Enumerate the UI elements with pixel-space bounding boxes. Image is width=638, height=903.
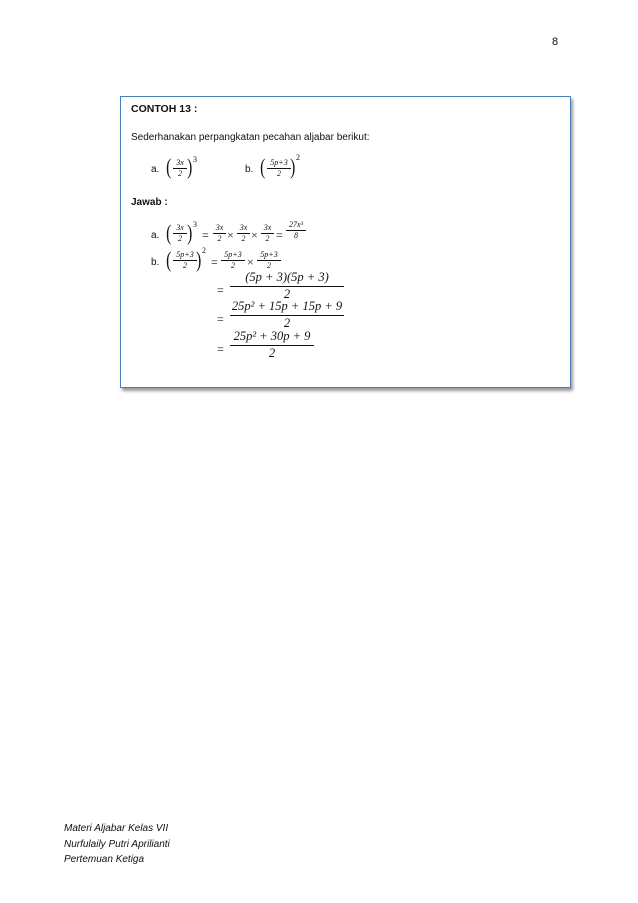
solution-b-factor-2: 5p+3 2 (257, 251, 281, 270)
solution-a-factor-3: 3x 2 (261, 224, 274, 243)
footer (64, 821, 170, 868)
solution-a-label: a. (151, 230, 160, 241)
solution-b-equals: = (211, 255, 218, 269)
solution-b-factor-1: 5p+3 2 (221, 251, 245, 270)
question-a-open-paren: ( (166, 154, 172, 179)
example-title: CONTOH 13 : (131, 103, 198, 115)
solution-b-label: b. (151, 257, 160, 268)
question-b-close-paren: ) (290, 154, 296, 179)
solution-b-open-paren: ( (166, 247, 172, 272)
question-b-exponent: 2 (296, 153, 300, 162)
question-b-label: b. (245, 164, 254, 175)
step-3-equals: = (217, 342, 224, 356)
solution-a-close-paren: ) (187, 220, 193, 245)
solution-b-exponent: 2 (202, 246, 206, 255)
step-2-equals: = (217, 312, 224, 326)
footer-author: Nurfulaily Putri Aprilianti (64, 838, 170, 850)
solution-a-factor-1: 3x 2 (213, 224, 226, 243)
answer-label: Jawab : (131, 197, 168, 208)
solution-a-base: 3x 2 (173, 224, 187, 243)
page-number: 8 (552, 36, 559, 48)
step-1-equals: = (217, 283, 224, 297)
solution-a-exponent: 3 (193, 220, 197, 229)
question-a-fraction: 3x 2 (173, 159, 187, 178)
solution-a-factor-2: 3x 2 (237, 224, 250, 243)
question-a-label: a. (151, 164, 160, 175)
step-1-fraction: (5p + 3)(5p + 3) 2 (230, 271, 344, 300)
solution-a-times-1: × (227, 228, 234, 242)
solution-b-times: × (247, 255, 254, 269)
solution-a-equals-2: = (276, 228, 283, 242)
question-b-open-paren: ( (260, 154, 266, 179)
instruction-text: Sederhanakan perpangkatan pecahan aljabar berikut: (131, 132, 370, 143)
solution-a-open-paren: ( (166, 220, 172, 245)
solution-a-equals: = (202, 228, 209, 242)
solution-b-base: 5p+3 2 (173, 251, 197, 270)
step-2-fraction: 25p² + 15p + 15p + 9 2 (231, 299, 343, 330)
footer-session: Pertemuan Ketiga (64, 854, 145, 865)
question-a-close-paren: ) (187, 154, 193, 179)
example-box (120, 96, 571, 388)
solution-a-result: 27x³ 8 (286, 221, 306, 240)
step-3-fraction: 25p² + 30p + 9 2 (230, 330, 314, 359)
solution-b-close-paren: ) (196, 247, 202, 272)
footer-course: Materi Aljabar Kelas VII (64, 823, 169, 834)
question-a-exponent: 3 (193, 155, 197, 164)
question-b-fraction: 5p+3 2 (267, 159, 291, 178)
solution-a-times-2: × (251, 228, 258, 242)
